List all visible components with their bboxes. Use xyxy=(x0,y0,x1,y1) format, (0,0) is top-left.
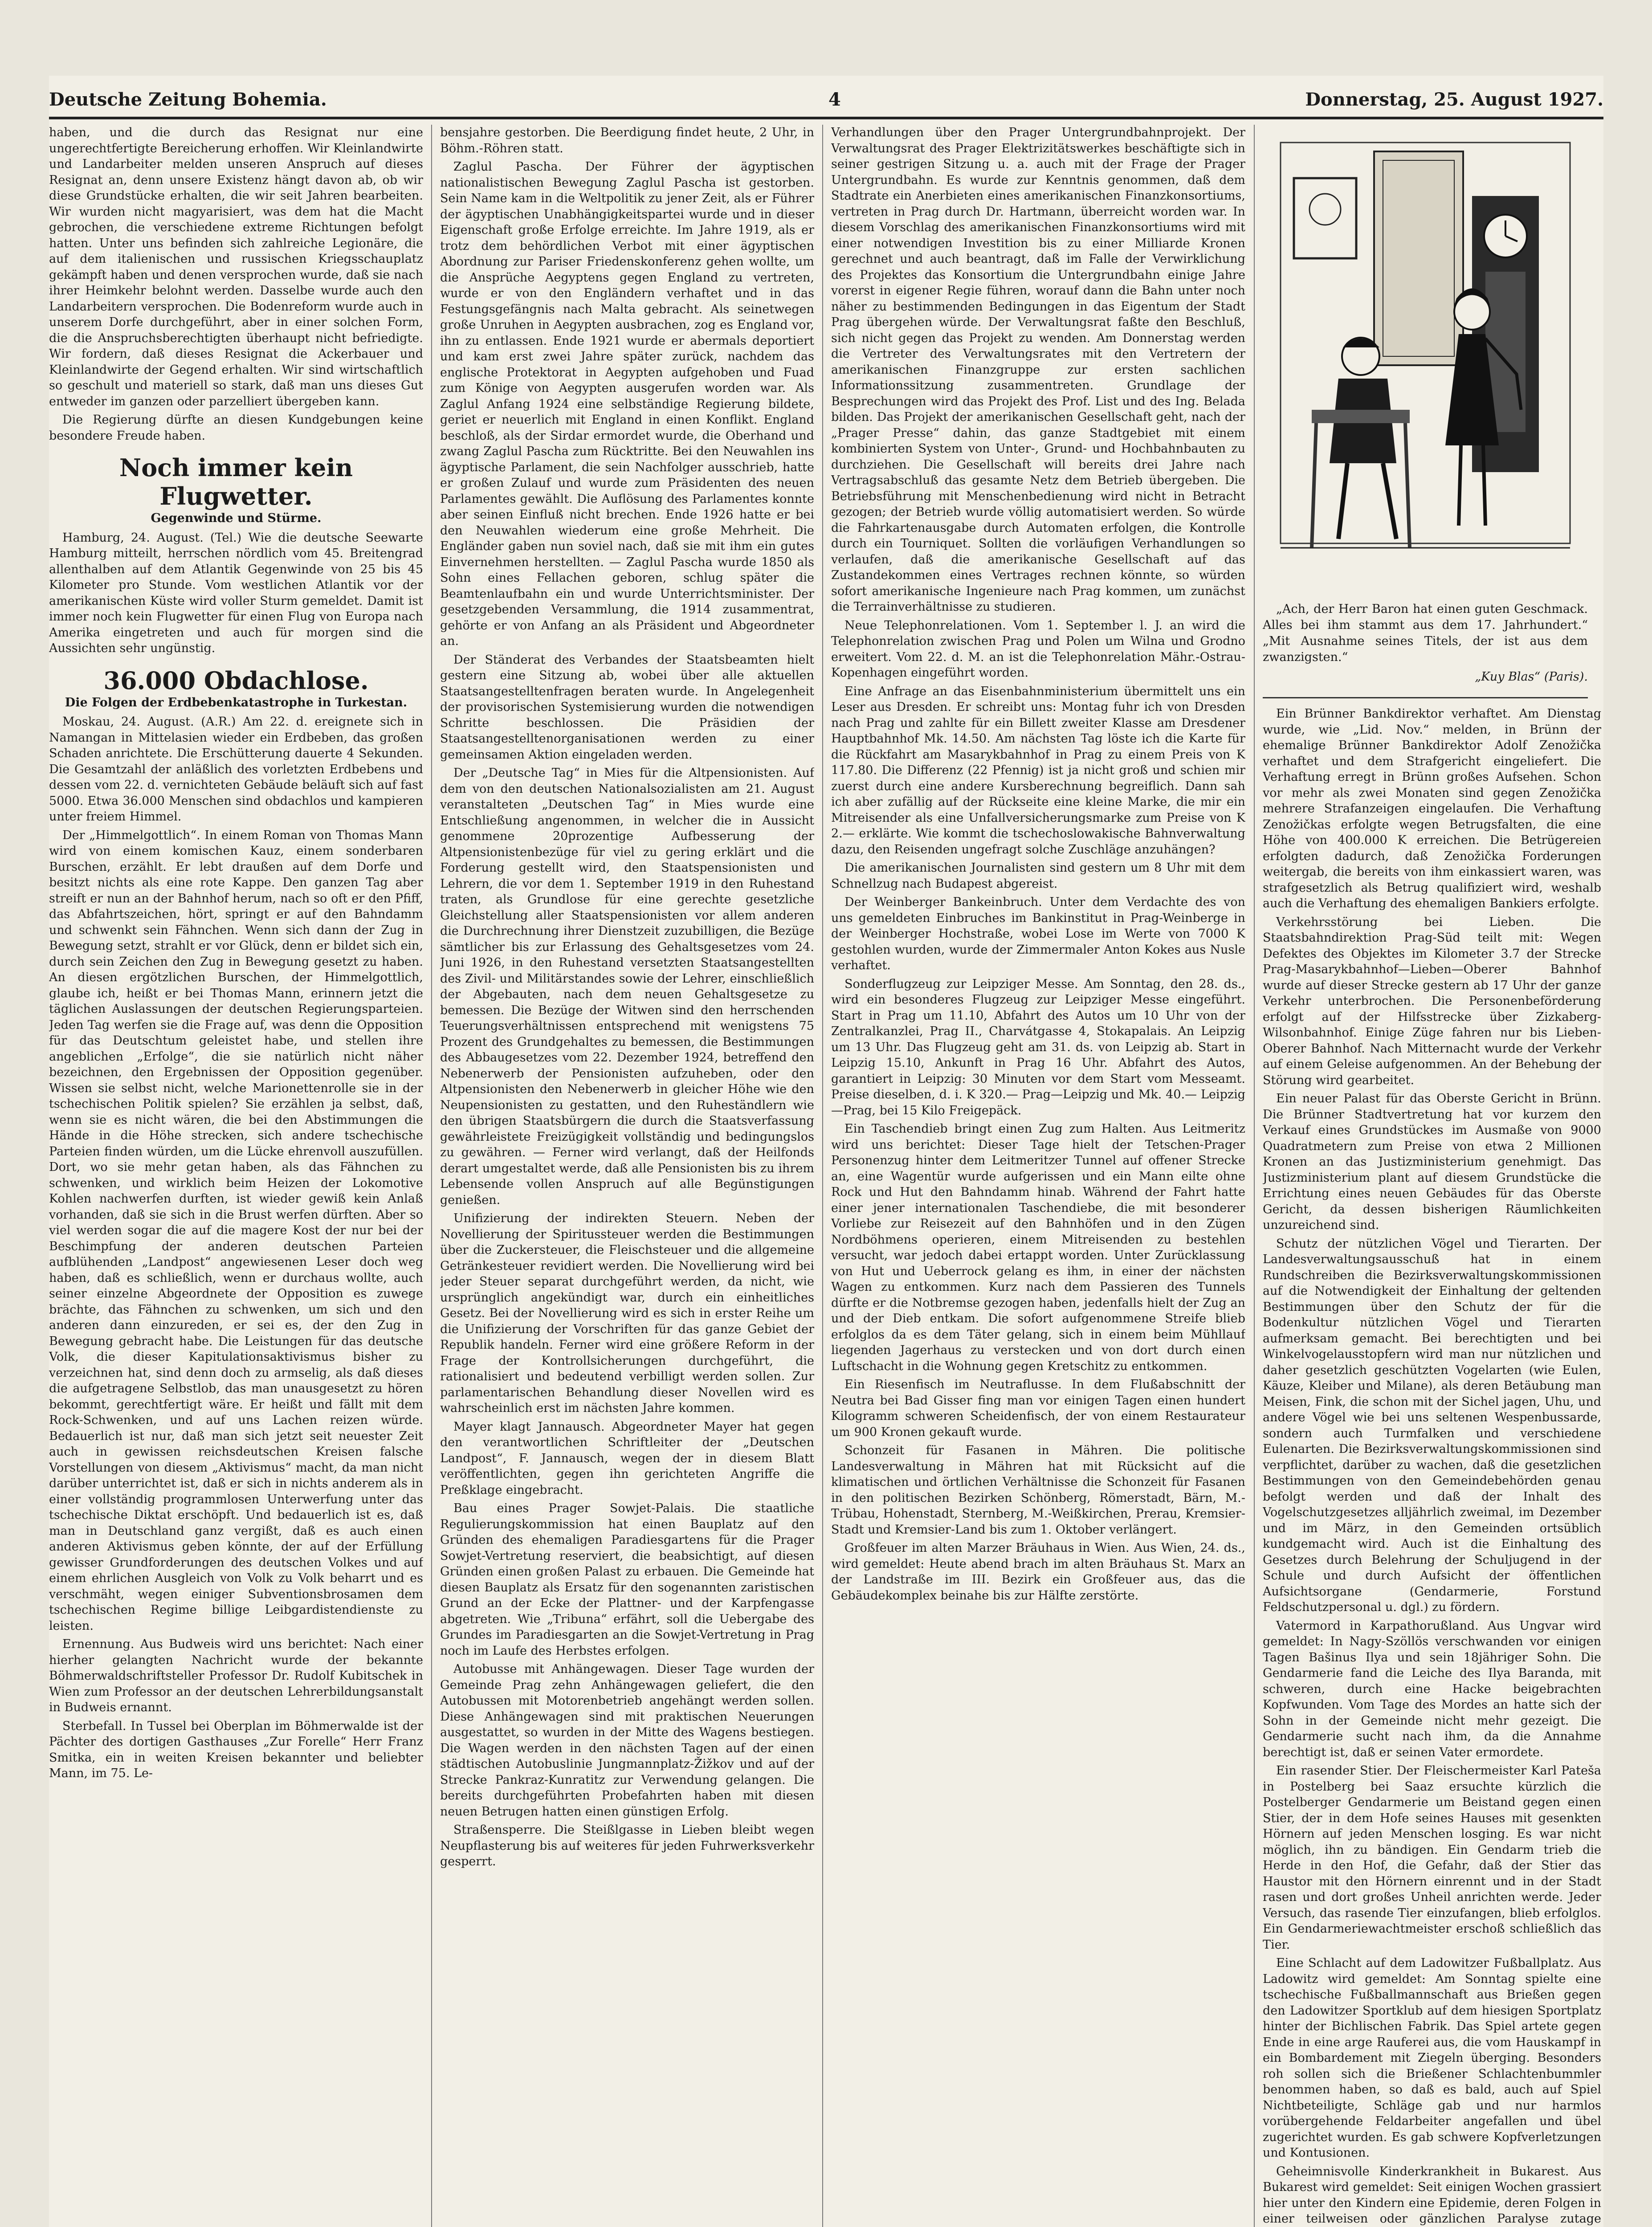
column-1 xyxy=(49,125,423,2227)
article-text: Großfeuer im alten Marzer Bräuhaus in Wien. Aus Wien, 24. ds., wird gemeldet: Heute abend brach im alten Bräuhaus St. Marx an der Landstraße im III. Bezirk ein Großfeuer aus, das die Gebäudekomplex beinahe bis zur Hälfte zerstörte. xyxy=(831,1541,1245,1603)
article-text: Verhandlungen über den Prager Untergrundbahnprojekt. Der Verwaltungsrat des Prager Elektrizitätswerkes beschäftigte sich in seiner gestrigen Sitzung u. a. auch mit der Frage der Prager Untergrundbahn. Es wurde zur Kenntnis genommen, daß dem Stadtrate ein Anerbieten eines amerikanischen Finanzkonsortiums, vertreten in Prag durch Dr. Hartmann, überreicht worden war. In diesem Vorschlag des amerikanischen Finanzkonsortiums wird mit einer notwendigen Investition bis zu einer Milliarde Kronen gerechnet und auch beantragt, daß im Falle der Verwirklichung des Projektes das Konsortium die Untergrundbahn einige Jahre vorerst in eigener Regie führen, worauf dann die Bahn unter noch näher zu bestimmenden Bedingungen in das Eigentum der Stadt Prag übergehen würde. Der Verwaltungsrat faßte den Beschluß, sich nicht gegen das Projekt zu wenden. Am Donnerstag werden die Vertreter des Verwaltungsrates mit den Vertretern der amerikanischen Finanzgruppe zur ersten sachlichen Informationssitzung zusammentreten. Grundlage der Besprechungen wird das Projekt des Prof. List und des Ing. Belada bilden. Das Projekt der amerikanischen Gesellschaft geht, nach der „Prager Presse“ dahin, das ganze Stadtgebiet mit einem kombinierten System von Unter-, Grund- und Hochbahnbauten zu durchziehen. Die Gesellschaft will bereits drei Jahre nach Vertragsabschluß das gesamte Netz dem Betrieb übergeben. Die Betriebsführung mit Menschenbedienung wird nicht in Betracht gezogen; der Betrieb wurde völlig automatisiert werden. So würde die Fahrkartenausgabe durch Automaten erfolgen, die Kontrolle durch ein Tourniquet. Sollten die vorläufigen Verhandlungen so verlaufen, daß die amerikanische Gesellschaft auf das Zustandekommen eines Vertrages rechnen könnte, so würden sofort amerikanische Ingenieure nach Prag kommen, um zunächst die Terrainverhältnisse zu studieren. xyxy=(831,126,1245,614)
cartoon-illustration xyxy=(1263,125,1588,597)
article-text: Sterbefall. In Tussel bei Oberplan im Böhmerwalde ist der Pächter des dortigen Gasthauses „Zur Forelle“ Herr Franz Smitka, ein in weiten Kreisen bekannter und beliebter Mann, im 75. Le- xyxy=(49,1719,423,1780)
issue-date: Donnerstag, 25. August 1927. xyxy=(1305,89,1603,110)
article-text: Vatermord in Karpathorußland. Aus Ungvar wird gemeldet: In Nagy-Szöllös verschwanden vor einigen Tagen Bašinus Ilya und sein 18jähriger Sohn. Die Gendarmerie fand die Leiche des Ilya Baranda, mit schweren, durch eine Hacke beigebrachten Kopfwunden. Vom Tage des Mordes an hatte sich der Sohn in der Gemeinde nicht mehr gezeigt. Die Gendarmerie sucht nach ihm, da die Annahme berechtigt ist, daß er seinen Vater ermordete. xyxy=(1263,1619,1601,1759)
headline-flugwetter xyxy=(49,453,423,526)
article-text: Ein neuer Palast für das Oberste Gericht in Brünn. Die Brünner Stadtvertretung hat vor kurzem den Verkauf eines Grundstückes im Ausmaße von 9000 Quadratmetern zum Preise von etwa 2 Millionen Kronen an das Justizministerium genehmigt. Das Justizministerium plant auf diesem Grundstücke die Errichtung eines neuen Gebäudes für das Oberste Gericht, da dessen bisherigen Räumlichkeiten unzureichend sind. xyxy=(1263,1092,1601,1232)
newspaper-page xyxy=(49,76,1603,2227)
caption-source: „Kuy Blas“ (Paris). xyxy=(1475,670,1588,684)
article-text: Mayer klagt Jannausch. Abgeordneter Mayer hat gegen den verantwortlichen Schriftleiter der „Deutschen Landpost“, F. Jannausch, wegen der in diesem Blatt veröffentlichten, gegen ihn gerichteten Angriffe die Preßklage eingebracht. xyxy=(440,1419,814,1497)
column-divider xyxy=(822,125,823,2227)
headline-text: Noch immer kein Flugwetter. xyxy=(119,453,353,510)
caption-text: „Ach, der Herr Baron hat einen guten Geschmack. Alles bei ihm stammt aus dem 17. Jahrhundert.“ „Mit Ausnahme seines Titels, der ist aus dem zwanzigsten.“ xyxy=(1263,602,1588,664)
article-text: Ein Brünner Bankdirektor verhaftet. Am Dienstag wurde, wie „Lid. Nov.“ melden, in Brünn der ehemalige Brünner Bankdirektor Adolf Zenožička verhaftet und dem Strafgericht eingeliefert. Die Verhaftung erregt in Brünn großes Aufsehen. Schon vor mehr als zwei Monaten sind gegen Zenožička mehrere Strafanzeigen eingelaufen. Die Verhaftung Zenožičkas erfolgte wegen Betrugsfalten, die eine Höhe von 400.000 K erreichen. Die Betrügereien erfolgten dadurch, daß Zenožička Forderungen weitergab, die bereits von ihm einkassiert waren, was strafgesetzlich als Betrug qualifiziert wird, weshalb auch die Verhaftung des ehemaligen Bankiers erfolgte. xyxy=(1263,707,1601,910)
article-text: Ein rasender Stier. Der Fleischermeister Karl Pateša in Postelberg bei Saaz ersuchte kürzlich die Postelberger Gendarmerie um Beistand gegen einen Stier, der in dem Hofe seines Hauses mit gesenkten Hörnern auf jeden Menschen losging. Es war nicht möglich, ihn zu bändigen. Ein Gendarm trieb die Herde in den Hof, die Gefahr, daß der Stier das Haustor mit den Hörnern einrennt und in der Stadt rasen und dort großes Unheil anrichten werde. Jeder Versuch, das rasende Tier einzufangen, blieb erfolglos. Ein Gendarmeriewachtmeister erschoß schließlich das Tier. xyxy=(1263,1764,1601,1952)
article-text: Schonzeit für Fasanen in Mähren. Die politische Landesverwaltung in Mähren hat mit Rücksicht auf die klimatischen und örtlichen Verhältnisse die Schonzeit für Fasanen in den politischen Bezirken Schönberg, Römerstadt, Bärn, M.-Trübau, Hohenstadt, Sternberg, M.-Weißkirchen, Prerau, Kremsier-Stadt und Kremsier-Land bis zum 1. Oktober verlängert. xyxy=(831,1444,1245,1537)
article-text: Zaglul Pascha. Der Führer der ägyptischen nationalistischen Bewegung Zaglul Pascha ist gestorben. Sein Name kam in die Weltpolitik zu jener Zeit, als er Führer der ägyptischen Unabhängigkeitspartei wurde und in dieser Eigenschaft große Erfolge erreichte. Im Jahre 1919, als er trotz dem behördlichen Verbot mit einer ägyptischen Abordnung zur Pariser Friedenskonferenz gehen wollte, um die Ansprüche Aegyptens gegen England zu vertreten, wurde er von den Engländern verhaftet und in das Festungsgefängnis nach Malta gebracht. Als seinetwegen große Unruhen in Aegypten ausbrachen, zog es England vor, ihn zu entlassen. Ende 1921 wurde er abermals deportiert und kam erst zwei Jahre später zurück, nachdem das englische Protektorat in Aegypten aufgehoben und Fuad zum Könige von Aegypten ausgerufen worden war. Als Zaglul Anfang 1924 eine selbständige Regierung bildete, geriet er neuerlich mit England in einen Konflikt. England beschloß, als der Sirdar ermordet wurde, die Oberhand und zwang Zaglul Pascha zum Rücktritte. Bei den Neuwahlen ins ägyptische Parlament, die sein Nachfolger ausschrieb, hatte er großen Zulauf und wurde zum Präsidenten des neuen Parlamentes gewählt. Die Auflösung des Parlamentes konnte aber seinen Einfluß nicht brechen. Ende 1926 hatte er bei den Neuwahlen wiederum eine große Mehrheit. Die Engländer gaben nun soviel nach, daß sie mit ihm ein gutes Einvernehmen herstellten. — Zaglul Pascha wurde 1850 als Sohn eines Fellachen geboren, schlug später die Beamtenlaufbahn ein und wurde Unterrichtsminister. Der gesetzgebenden Versammlung, die 1914 zusammentrat, gehörte er von Anfang an als Präsident und Abgeordneter an. xyxy=(440,160,814,648)
article-text: Geheimnisvolle Kinderkrankheit in Bukarest. Aus Bukarest wird gemeldet: Seit einigen Wochen grassiert hier unter den Kindern eine Epidemie, deren Folgen in einer teilweisen oder gänzlichen Paralyse zutage xyxy=(1263,2164,1601,2226)
article-text: Moskau, 24. August. (A.R.) Am 22. d. ereignete sich in Namangan in Mittelasien wieder ein Erdbeben, das großen Schaden anrichtete. Die Erschütterung dauerte 4 Sekunden. Die Gesamtzahl der anläßlich des vorletzten Erdbebens und dessen vom 22. d. vernichteten Gebäude beläuft sich auf fast 5000. Etwa 36.000 Menschen sind obdachlos und kampieren unter freiem Himmel. xyxy=(49,715,423,824)
masthead xyxy=(49,85,1603,116)
column-3 xyxy=(831,125,1245,2227)
article-text: Sonderflugzeug zur Leipziger Messe. Am Sonntag, den 28. ds., wird ein besonderes Flugzeug zur Leipziger Messe eingeführt. Start in Prag um 11.10, Abfahrt des Autos um 10 Uhr von der Zentralkanzlei, Prag II., Charvátgasse 4, Stokapalais. An Leipzig um 13 Uhr. Das Flugzeug geht am 31. ds. von Leipzig ab. Start in Leipzig 15.10, Ankunft in Prag 16 Uhr. Abfahrt des Autos, garantiert in Leipzig: 30 Minuten vor dem Start vom Messeamt. Preise dieselben, d. i. K 320.— Prag—Leipzig und Mk. 40.— Leipzig—Prag, bei 15 Kilo Freigepäck. xyxy=(831,977,1245,1118)
article-text: Bau eines Prager Sowjet-Palais. Die staatliche Regulierungskommission hat einen Bauplatz auf den Gründen des ehemaligen Paradiesgartens für die Prager Sowjet-Vertretung reserviert, die beabsichtigt, auf diesen Gründen einen großen Palast zu erbauen. Die Gemeinde hat diesen Bauplatz als Ersatz für den sogenannten zaristischen Grund an der Ecke der Plattner- und der Karpfengasse abgetreten. Wie „Tribuna“ erfährt, soll die Uebergabe des Grundes im Paradiesgarten an die Sowjet-Vertretung in Prag noch im Laufe des Herbstes erfolgen. xyxy=(440,1501,814,1658)
article-text: Unifizierung der indirekten Steuern. Neben der Novellierung der Spiritussteuer werden die Bestimmungen über die Zuckersteuer, die Fleischsteuer und die allgemeine Getränkesteuer revidiert werden. Die Novellierung wird bei jeder Steuer separat durchgeführt werden, da nicht, wie ursprünglich angekündigt war, durch ein einheitliches Gesetz. Bei der Novellierung wird es sich in erster Reihe um die Unifizierung der Vorschriften für das ganze Gebiet der Republik handeln. Ferner wird eine größere Reform in der Frage der Kontrollsicherungen durchgeführt, die rationalisiert und bedeutend verbilligt werden sollen. Zur parlamentarischen Behandlung dieser Novellen wird es wahrscheinlich erst im nächsten Jahre kommen. xyxy=(440,1211,814,1415)
article-text: Die Regierung dürfte an diesen Kundgebungen keine besondere Freude haben. xyxy=(49,413,423,443)
article-text: Ein Riesenfisch im Neutraflusse. In dem Flußabschnitt der Neutra bei Bad Gisser fing man vor einigen Tagen einen hundert Kilogramm schweren Scheidenfisch, der von einem Restaurateur um 900 Kronen gekauft wurde. xyxy=(831,1378,1245,1439)
article-text: Ernennung. Aus Budweis wird uns berichtet: Nach einer hierher gelangten Nachricht wurde der bekannte Böhmerwaldschriftsteller Professor Dr. Rudolf Kubitschek in Wien zum Professor an der deutschen Lehrerbildungsanstalt in Budweis ernannt. xyxy=(49,1637,423,1714)
masthead-rule xyxy=(49,117,1603,119)
article-text: haben, und die durch das Resignat nur eine ungerechtfertigte Bereicherung erhoffen. Wir Kleinlandwirte und Landarbeiter melden unseren Anspruch auf dieses Resignat an, denn unsere Existenz hängt davon ab, ob wir diese Grundstücke erhalten, die wir seit Jahren bearbeiten. Wir wurden nicht magyarisiert, was dem hat die Macht gebrochen, die verschiedene extreme Richtungen befolgt hatten. Unter uns befinden sich zahlreiche Legionäre, die auf dem italienischen und russischen Kriegsschauplatz gekämpft haben und denen versprochen wurde, daß sie nach ihrer Heimkehr belohnt werden. Dasselbe wurde auch den Landarbeitern versprochen. Die Bodenreform wurde auch in unserem Dorfe durchgeführt, aber in einer solchen Form, die die Anspruchsberechtigten überhaupt nicht befriedigte. Wir fordern, daß dieses Resignat die Ackerbauer und Kleinlandwirte der Gegend erhalten. Wir sind wirtschaftlich so geschult und materiell so stark, daß man uns dieses Gut entweder im ganzen oder parzelliert übergeben kann. xyxy=(49,126,423,408)
article-text: Ein Taschendieb bringt einen Zug zum Halten. Aus Leitmeritz wird uns berichtet: Dieser Tage hielt der Tetschen-Prager Personenzug hinter dem Leitmeritzer Tunnel auf offener Strecke an, eine Wagentür wurde aufgerissen und ein Mann eilte ohne Rock und Hut den Bahndamm hinab. Während der Fahrt hatte einer jener internationalen Taschendiebe, die mit besonderer Vorliebe zur Reisezeit auf den Bahnhöfen und in den Zügen Nordböhmens operieren, einem Mitreisenden zu bestehlen versucht, war jedoch dabei ertappt worden. Unter Zurücklassung von Hut und Ueberrock gelang es ihm, in einer der nächsten Wagen zu entkommen. Kurz nach dem Passieren des Tunnels dürfte er die Notbremse gezogen haben, jedenfalls hielt der Zug an und der Dieb entkam. Die sofort aufgenommene Streife blieb erfolglos da es dem Täter gelang, sich in einem beim Mühllauf liegenden Jagerhaus zu verstecken und von dort durch einen Luftschacht in die Wohnung gegen Kretschitz zu entkommen. xyxy=(831,1122,1245,1373)
article-text: Hamburg, 24. August. (Tel.) Wie die deutsche Seewarte Hamburg mitteilt, herrschen nördlich vom 45. Breitengrad allenthalben auf dem Atlantik Gegenwinde von 25 bis 45 Kilometer pro Stunde. Vom westlichen Atlantik vor der amerikanischen Küste wird voller Sturm gemeldet. Damit ist immer noch kein Flugwetter für einen Flug von Europa nach Amerika eingetreten und auch für morgen sind die Aussichten sehr ungünstig. xyxy=(49,530,423,655)
article-text: Autobusse mit Anhängewagen. Dieser Tage wurden der Gemeinde Prag zehn Anhängewagen geliefert, die den Autobussen mit Motorenbetrieb angehängt werden sollen. Diese Anhängewagen sind mit praktischen Neuerungen ausgestattet, so wurden in der Mitte des Wagens bestiegen. Die Wagen werden in den nächsten Tagen auf der einen städtischen Autobuslinie Jungmannplatz-Žižkov und auf der Strecke Pankraz-Kunratitz zur Verwendung gelangen. Die bereits durchgeführten Probefahrten haben mit diesen neuen Betrugen hatten einen günstigen Erfolg. xyxy=(440,1662,814,1819)
newspaper-title: Deutsche Zeitung Bohemia. xyxy=(49,89,327,110)
column-4 xyxy=(1263,706,1601,2227)
article-text: Verkehrsstörung bei Lieben. Die Staatsbahndirektion Prag-Süd teilt mit: Wegen Defektes des Objektes im Kilometer 3.7 der Strecke Prag-Masarykbahnhof—Lieben—Oberer Bahnhof wurde auf dieser Strecke gestern ab 17 Uhr der ganze Verkehr unterbrochen. Die Personenbeförderung erfolgt auf der Hilfsstrecke über Zizkaberg-Wilsonbahnhof. Einige Züge fahren nur bis Lieben-Oberer Bahnhof. Nach Mitternacht wurde der Verkehr auf einem Geleise aufgenommen. An der Behebung der Störung wird gearbeitet. xyxy=(1263,915,1601,1087)
headline-text: 36.000 Obdachlose. xyxy=(103,666,369,695)
headline-obdachlose xyxy=(49,666,423,711)
subheadline-text: Gegenwinde und Stürme. xyxy=(151,511,322,525)
article-text: Der Weinberger Bankeinbruch. Unter dem Verdachte des von uns gemeldeten Einbruches im Bankinstitut in Prag-Weinberge in der Weinberger Hochstraße, wobei Lose im Werte von 7000 K gestohlen wurden, wurde der Zimmermaler Anton Kokes aus Nusle verhaftet. xyxy=(831,895,1245,972)
subheadline-text: Die Folgen der Erdbebenkatastrophe in Turkestan. xyxy=(65,695,408,710)
column-divider xyxy=(431,125,432,2227)
article-text: bensjahre gestorben. Die Beerdigung findet heute, 2 Uhr, in Böhm.-Röhren statt. xyxy=(440,126,814,155)
article-text: Schutz der nützlichen Vögel und Tierarten. Der Landesverwaltungsausschuß hat in einem Rundschreiben die Bezirksverwaltungskommissionen auf die Notwendigkeit der Einhaltung der geltenden Bestimmungen über den Schutz der für die Bodenkultur nützlichen Vögel und Tierarten aufmerksam gemacht. Bei berechtigten und bei Winkelvogelausstopfern wird man nur nützlichen und daher gesetzlich geschützten Vogelarten (wie Eulen, Käuze, Kleiber und Milane), als deren Betäubung man Meisen, Fink, die schon mit der Sichel jagen, Uhu, und andere Vögel wie bei uns seltenen Wespenbussarde, sondern auch Turmfalken und verschiedene Eulenarten. Die Bezirksverwaltungskommissionen sind verpflichtet, darüber zu wachen, daß die gesetzlichen Bestimmungen von den Gemeindebehörden genau befolgt werden und daß der Inhalt des Vogelschutzgesetzes alljährlich zweimal, im Dezember und im März, in den Gemeinden ortsüblich kundgemacht wird. Auch ist die Einhaltung des Gesetzes durch Belehrung der Schuljugend in der Schule und durch Aufsicht der öffentlichen Aufsichtsorgane (Gendarmerie, Forstund Feldschutzpersonal u. dgl.) zu fördern. xyxy=(1263,1236,1601,1614)
article-text: Der „Himmelgottlich“. In einem Roman von Thomas Mann wird von einem komischen Kauz, einem sonderbaren Burschen, erzählt. Er lebt draußen auf dem Dorfe und besitzt nichts als eine rote Kappe. Den ganzen Tag aber streift er nun an der Bahnhof herum, nach so oft er den Pfiff, das Abfahrtszeichen, hört, springt er auf den Bahndamm und schwenkt sein Fähnchen. Wenn sich dann der Zug in Bewegung setzt, strahlt er vor Glück, denn er bildet sich ein, durch sein Zeichen den Zug in Bewegung gesetzt zu haben. An diesen ergötzlichen Burschen, der Himmelgottlich, glaube ich, heißt er bei Thomas Mann, erinnern jetzt die täglichen Auslassungen der deutschen Regierungsparteien. Jeden Tag werfen sie die Frage auf, was denn die Opposition für das Deutschtum geleistet habe, und stellen ihre angeblichen „Erfolge“, die sie natürlich nicht näher bezeichnen, den Ergebnissen der Opposition gegenüber. Wissen sie selbst nicht, welche Marionettenrolle sie in der tschechischen Politik spielen? Sie erzählen ja selbst, daß, wenn sie es nicht wären, die bei den Abstimmungen die Hände in die Höhe strecken, sich andere tschechische Parteien finden würden, um die Lücke ehrenvoll auszufüllen. Dort, wo sie mehr getan haben, als das Fähnchen zu schwenken, und wirklich beim Heizen der Lokomotive Kohlen nachwerfen durften, ist wieder gewiß kein Anlaß vorhanden, daß sie sich in die Brust werfen dürften. Aber so viel werden sogar die auf die magere Kost der nur bei der Beschimpfung der anderen deutschen Parteien aufblühenden „Landpost“ angewiesenen Leser doch weg haben, daß es schließlich, wenn er durchaus wollte, auch seiner einzelne Abgeordnete der Opposition es zuwege brächte, das Fähnchen zu schwenken, um sich und den anderen dann einzureden, er sei es, der den Zug in Bewegung gebracht habe. Die Leistungen für das deutsche Volk, die dieser Kapitulationsaktivismus bisher zu verzeichnen hat, sind denn doch zu armselig, als daß dieses die aufgetragene Selbstlob, das man unausgesetzt zu hören bekommt, gerechtfertigt wäre. Er heißt und fällt mit dem Rock-Schwenken, und auf uns Lachen reizen würde. Bedauerlich ist nur, daß man sich jetzt seit neuester Zeit auch in gewissen reichsdeutschen Kreisen falsche Vorstellungen von diesem „Aktivismus“ macht, da man nicht darüber unterrichtet ist, daß er sich in nichts anderem als in einer vollständig programmlosen Unterwerfung unter das tschechische Diktat erschöpft. Und bedauerlich ist es, daß man in Deutschland ganz vergißt, daß es auch einen anderen Aktivismus geben könnte, der auf der Erfüllung gewisser Grundforderungen des deutschen Volkes und auf einem ehrlichen Ausgleich von Volk zu Volk beharrt und es verschmäht, wegen einiger Subventionsbrosamen dem tschechischen Regime billige Leibgardistendienste zu leisten. xyxy=(49,828,423,1633)
article-text: Eine Anfrage an das Eisenbahnministerium übermittelt uns ein Leser aus Dresden. Er schreibt uns: Montag fuhr ich von Dresden nach Prag und zahlte für ein Billett zweiter Klasse am Dresdener Hauptbahnhof Mk. 14.50. Am nächsten Tag löste ich die Karte für die Rückfahrt am Masarykbahnhof in Prag zu einem Preis von K 117.80. Die Differenz (22 Pfennig) ist ja nicht groß und schien mir zuerst durch eine andere Kursberechnung begreiflich. Dann sah ich aber zufällig auf der Rückseite eine kleine Marke, die mir ein Mitreisender als eine Unfallversicherungsmarke zum Preise von K 2.— erklärte. Wie kommt die tschechoslowakische Bahnverwaltung dazu, den Reisenden ungefragt solche Zuschläge anzuhängen? xyxy=(831,684,1245,857)
cartoon-caption xyxy=(1263,601,1588,685)
article-text: Eine Schlacht auf dem Ladowitzer Fußballplatz. Aus Ladowitz wird gemeldet: Am Sonntag spielte eine tschechische Fußballmannschaft aus Brießen gegen den Ladowitzer Sportklub auf dem hiesigen Sportplatz hinter der Bichlischen Fabrik. Das Spiel artete gegen Ende in eine arge Rauferei aus, die vom Hauskampf in ein Bombardement mit Ziegeln überging. Besonders roh sollen sich die Brießener Schlachtenbummler benommen haben, so daß es bald, auch auf Spiel Nichtbeteiligte, Schläge gab und nur harmlos vorübergehende Feldarbeiter angefallen und übel zugerichtet wurden. Es gab schwere Kopfverletzungen und Kontusionen. xyxy=(1263,1956,1601,2160)
article-text: Neue Telephonrelationen. Vom 1. September l. J. an wird die Telephonrelation zwischen Prag und Polen um Wilna und Grodno erweitert. Vom 22. d. M. an ist die Telephonrelation Mähr.-Ostrau-Kopenhagen eingeführt worden. xyxy=(831,618,1245,680)
article-text: Die amerikanischen Journalisten sind gestern um 8 Uhr mit dem Schnellzug nach Budapest abgereist. xyxy=(831,861,1245,891)
page-number: 4 xyxy=(828,89,841,110)
column-2 xyxy=(440,125,814,2227)
section-rule xyxy=(1263,697,1588,698)
article-text: Der „Deutsche Tag“ in Mies für die Altpensionisten. Auf dem von den deutschen Nationalsozialisten am 21. August veranstalteten „Deutschen Tag“ in Mies wurde eine Entschließung angenommen, in welcher die in Aussicht genommene 20prozentige Aufbesserung der Altpensionistenbezüge für viel zu gering erklärt und die Forderung gestellt wird, den Staatspensionisten und Lehrern, die vor dem 1. September 1919 in den Ruhestand traten, als Grundlose für eine gerechte gesetzliche Gleichstellung aller Staatspensionisten vor allem anderen die Durchrechnung ihrer Dienstzeit zuzubilligen, die Bezüge sämtlicher bis zur Erlassung des Gehaltsgesetzes vom 24. Juni 1926, in den Ruhestand versetzten Staatsangestellten des Zivil- und Militärstandes sowie der Lehrer, einschließlich der Abgebauten, nach dem neuen Gehaltsgesetze zu bemessen. Die Bezüge der Witwen sind den herrschenden Teuerungsverhältnissen entsprechend mit wenigstens 75 Prozent des Grundgehaltes zu bemessen, die Bestimmungen des Abbaugesetzes vom 22. Dezember 1924, betreffend den Nebenerwerb der Pensionisten aufzuheben, oder den Altpensionisten den Nebenerwerb in gleicher Höhe wie den Neupensionisten zu gestatten, und den Ruheständlern wie den übrigen Staatsbürgern die durch die Staatsverfassung gewährleistete Freizügigkeit vollständig und bedingungslos zu gewähren. — Ferner wird verlangt, daß der Heilfonds derart umgestaltet werde, daß alle Pensionisten bis zu ihrem Lebensende vollen Anspruch auf alle Begünstigungen genießen. xyxy=(440,766,814,1207)
column-divider xyxy=(1254,125,1255,2227)
article-text: Straßensperre. Die Steißlgasse in Lieben bleibt wegen Neupflasterung bis auf weiteres für jeden Fuhrwerksverkehr gesperrt. xyxy=(440,1823,814,1868)
article-text: Der Ständerat des Verbandes der Staatsbeamten hielt gestern eine Sitzung ab, wobei über alle aktuellen Staatsangestelltenfragen beraten wurde. In Angelegenheit der provisorischen Systemisierung wurden die notwendigen Schritte beschlossen. Die Präsidien der Staatsangestelltenorganisationen werden zu einer gemeinsamen Aktion eingeladen werden. xyxy=(440,653,814,762)
